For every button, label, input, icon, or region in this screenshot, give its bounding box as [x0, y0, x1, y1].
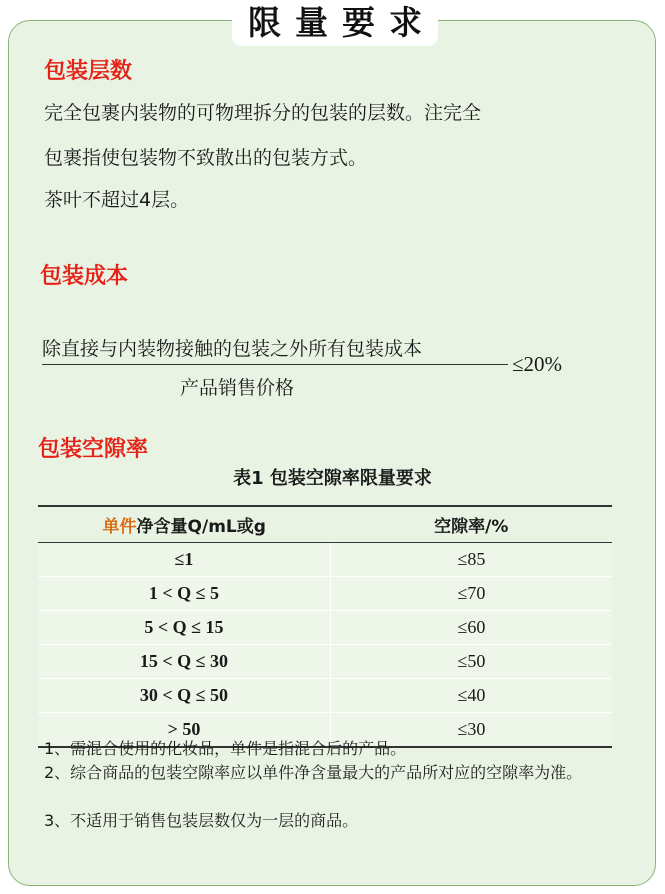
cell-void-ratio: ≤60	[331, 611, 613, 645]
cell-void-ratio: ≤85	[331, 543, 613, 577]
table-row	[38, 611, 612, 645]
cell-quantity: ≤1	[38, 543, 331, 577]
table-caption: 表1 包装空隙率限量要求	[233, 468, 432, 489]
cost-denominator: 产品销售价格	[180, 377, 295, 399]
layers-line-3: 茶叶不超过4层。	[44, 189, 190, 211]
cell-quantity: > 50	[38, 713, 331, 748]
cell-void-ratio: ≤70	[331, 577, 613, 611]
void-ratio-table	[38, 505, 612, 748]
cell-quantity: 1 < Q ≤ 5	[38, 577, 331, 611]
layers-line-1: 完全包裹内装物的可物理拆分的包装的层数。注完全	[44, 102, 482, 124]
note-1: 1、需混合使用的化妆品，单件是指混合后的产品。	[44, 739, 407, 758]
col-header-quantity-highlight: 单件	[102, 517, 137, 537]
col-header-void-ratio: 空隙率/%	[331, 506, 613, 543]
cell-quantity: 5 < Q ≤ 15	[38, 611, 331, 645]
table-row	[38, 543, 612, 577]
table-row	[38, 645, 612, 679]
cell-quantity: 15 < Q ≤ 30	[38, 645, 331, 679]
table-row	[38, 577, 612, 611]
fraction-bar	[42, 364, 508, 365]
cell-quantity: 30 < Q ≤ 50	[38, 679, 331, 713]
cost-limit: ≤20%	[512, 352, 563, 376]
table-row	[38, 679, 612, 713]
layers-line-2: 包裹指使包装物不致散出的包装方式。	[44, 147, 368, 169]
cost-heading: 包装成本	[40, 264, 129, 289]
col-header-quantity	[38, 506, 331, 543]
note-3: 3、不适用于销售包装层数仅为一层的商品。	[44, 811, 359, 830]
table-header-row	[38, 506, 612, 543]
layers-heading: 包装层数	[44, 59, 133, 84]
cell-void-ratio: ≤30	[331, 713, 613, 748]
cell-void-ratio: ≤40	[331, 679, 613, 713]
cost-numerator: 除直接与内装物接触的包装之外所有包装成本	[42, 338, 423, 360]
cell-void-ratio: ≤50	[331, 645, 613, 679]
col-header-quantity-rest: 净含量Q/mL或g	[136, 517, 266, 537]
note-2: 2、综合商品的包装空隙率应以单件净含量最大的产品所对应的空隙率为准。	[44, 763, 583, 782]
void-heading: 包装空隙率	[38, 437, 149, 462]
page-title: 限量要求	[232, 0, 438, 46]
